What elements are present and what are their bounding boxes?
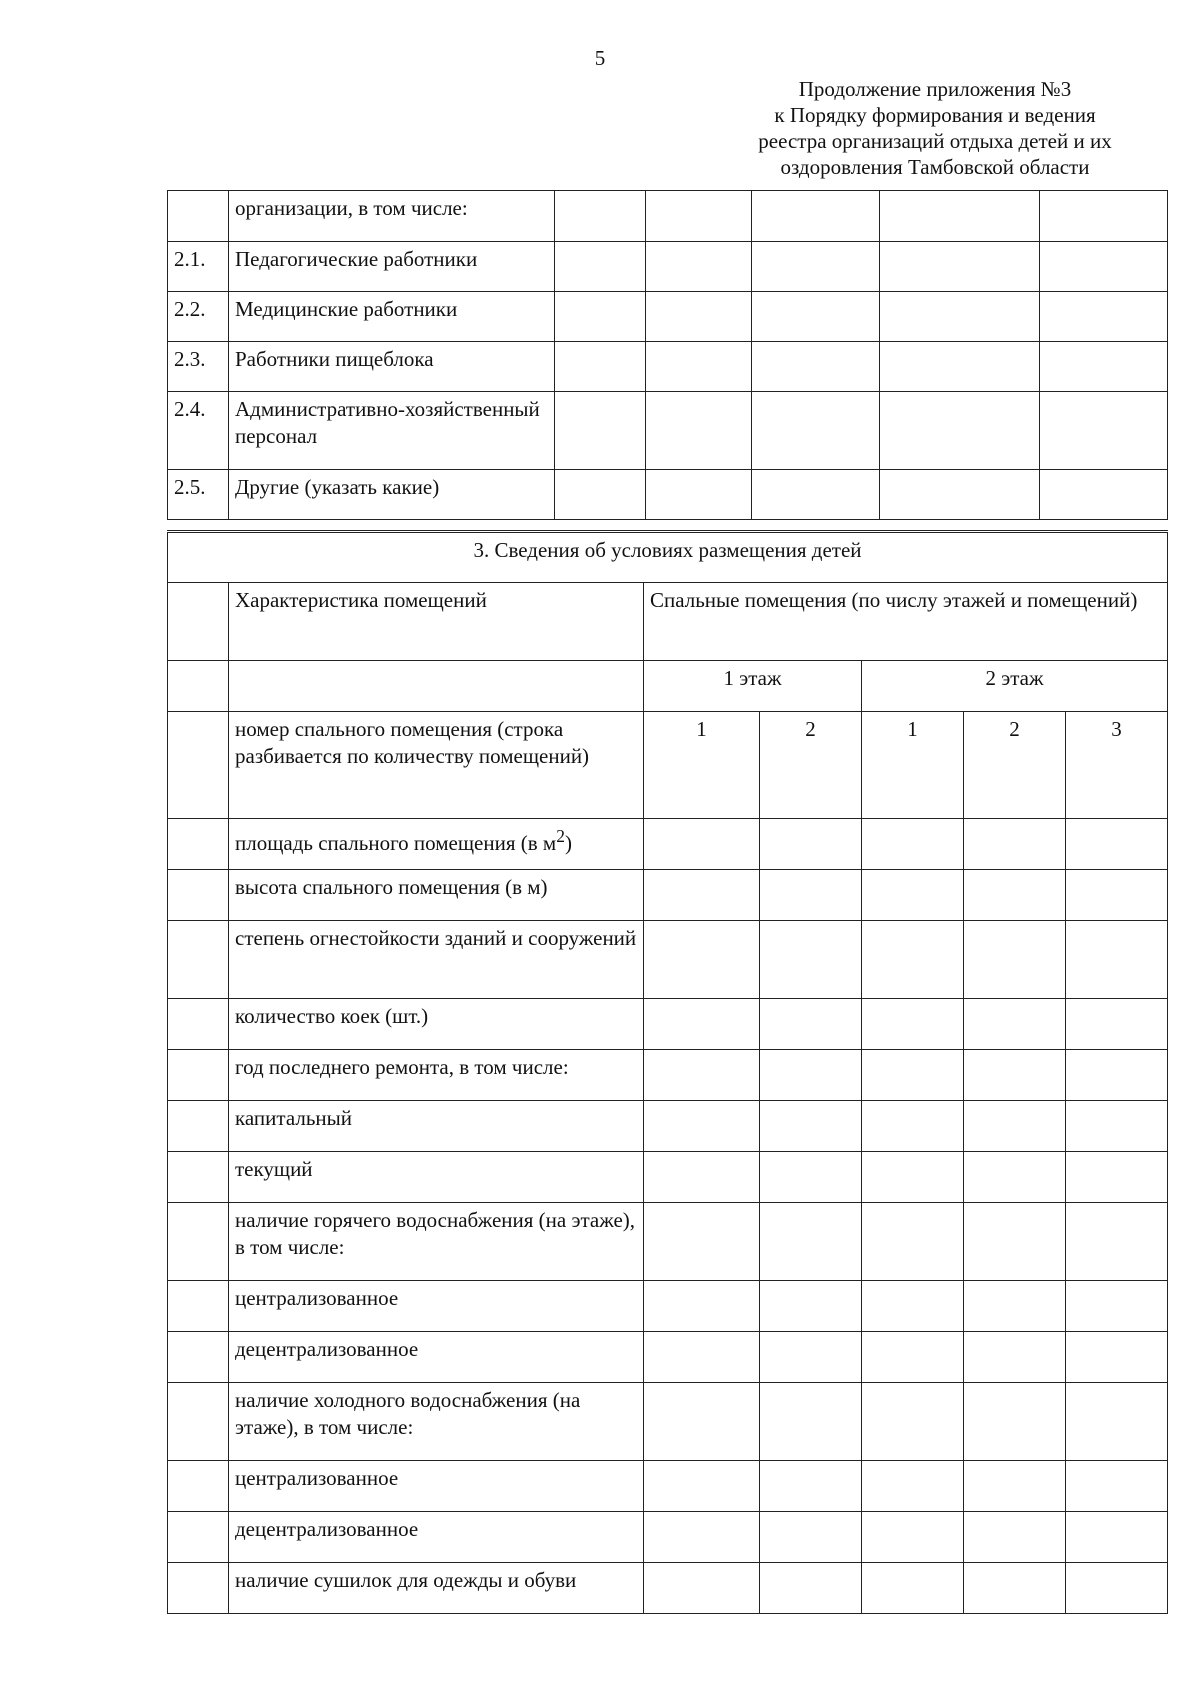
empty-cell [880,292,1040,342]
empty-cell [168,921,229,999]
empty-cell [1066,1383,1168,1461]
row-number: 2.2. [168,292,229,342]
empty-cell [752,392,880,470]
row-label: Педагогические работники [229,242,555,292]
empty-cell [168,1512,229,1563]
table-row [168,342,1168,392]
empty-cell [752,470,880,520]
empty-cell [964,1101,1066,1152]
empty-cell [646,242,752,292]
empty-cell [1040,191,1168,242]
empty-cell [862,1512,964,1563]
empty-cell [964,870,1066,921]
row-label-area [229,819,644,870]
empty-cell [880,191,1040,242]
empty-cell [760,1383,862,1461]
empty-cell [646,292,752,342]
table-row [168,1332,1168,1383]
empty-cell [1040,292,1168,342]
header-line-4: оздоровления Тамбовской области [780,155,1090,179]
table-row [168,1563,1168,1614]
row-label: наличие сушилок для одежды и обуви [229,1563,644,1614]
empty-cell [1066,999,1168,1050]
section-title-row [168,532,1168,583]
table-row [168,1203,1168,1281]
empty-cell [168,819,229,870]
empty-cell [646,392,752,470]
empty-cell [1040,342,1168,392]
empty-cell [1066,870,1168,921]
row-number [168,191,229,242]
empty-cell [1066,1152,1168,1203]
empty-cell [1066,819,1168,870]
empty-cell [752,292,880,342]
empty-cell [644,999,760,1050]
empty-cell [760,1512,862,1563]
empty-cell [555,292,646,342]
empty-cell [168,1332,229,1383]
row-label: наличие горячего водоснабжения (на этаже), в том числе: [229,1203,644,1281]
empty-cell [862,819,964,870]
table-row [168,1461,1168,1512]
empty-cell [880,392,1040,470]
empty-cell [644,1461,760,1512]
table-row [168,1281,1168,1332]
empty-cell [964,1152,1066,1203]
empty-cell [646,342,752,392]
empty-cell [644,819,760,870]
room-number: 2 [964,712,1066,819]
empty-cell [880,242,1040,292]
empty-cell [760,1050,862,1101]
empty-cell [644,1203,760,1281]
empty-cell [1066,1101,1168,1152]
empty-cell [1066,1203,1168,1281]
empty-cell [555,342,646,392]
row-label: степень огнестойкости зданий и сооружений [229,921,644,999]
empty-cell [1066,1050,1168,1101]
empty-cell [752,242,880,292]
column-header-sleeping-rooms: Спальные помещения (по числу этажей и помещений) [644,583,1168,661]
table-row [168,819,1168,870]
floor-2-header: 2 этаж [862,661,1168,712]
empty-cell [168,870,229,921]
empty-cell [168,1461,229,1512]
empty-cell [168,1383,229,1461]
row-label: Работники пищеблока [229,342,555,392]
row-label: децентрализованное [229,1512,644,1563]
empty-cell [644,1512,760,1563]
header-line-1: Продолжение приложения №3 [798,77,1072,101]
row-label: Другие (указать какие) [229,470,555,520]
empty-cell [644,1383,760,1461]
empty-cell [168,1281,229,1332]
empty-cell [644,870,760,921]
empty-cell [229,661,644,712]
empty-cell [1066,1512,1168,1563]
empty-cell [862,1152,964,1203]
row-label: текущий [229,1152,644,1203]
empty-cell [644,1563,760,1614]
empty-cell [168,661,229,712]
empty-cell [760,1461,862,1512]
empty-cell [760,1152,862,1203]
floor-1-header: 1 этаж [644,661,862,712]
empty-cell [760,921,862,999]
empty-cell [168,1050,229,1101]
empty-cell [644,1101,760,1152]
empty-cell [168,1152,229,1203]
row-label: количество коек (шт.) [229,999,644,1050]
table-row [168,1050,1168,1101]
empty-cell [760,1281,862,1332]
empty-cell [168,1203,229,1281]
section-title: 3. Сведения об условиях размещения детей [168,532,1168,583]
empty-cell [644,1050,760,1101]
header-line-3: реестра организаций отдыха детей и их [758,129,1112,153]
empty-cell [862,921,964,999]
empty-cell [760,870,862,921]
empty-cell [964,1203,1066,1281]
empty-cell [1066,1281,1168,1332]
empty-cell [964,819,1066,870]
row-number: 2.5. [168,470,229,520]
room-number-row [168,712,1168,819]
room-number: 2 [760,712,862,819]
room-number: 1 [644,712,760,819]
empty-cell [752,342,880,392]
staff-table [167,190,1168,520]
row-label: организации, в том числе: [229,191,555,242]
area-superscript: 2 [556,826,565,846]
empty-cell [646,470,752,520]
empty-cell [862,1383,964,1461]
row-label: высота спального помещения (в м) [229,870,644,921]
empty-cell [168,712,229,819]
room-number: 3 [1066,712,1168,819]
empty-cell [862,1050,964,1101]
empty-cell [964,1461,1066,1512]
table-row [168,1383,1168,1461]
row-label: капитальный [229,1101,644,1152]
empty-cell [644,1281,760,1332]
row-label: централизованное [229,1461,644,1512]
empty-cell [964,1332,1066,1383]
empty-cell [880,470,1040,520]
table-header-row [168,583,1168,661]
floor-header-row [168,661,1168,712]
empty-cell [168,1563,229,1614]
area-label: площадь спального помещения (в м [235,831,557,855]
row-number: 2.3. [168,342,229,392]
page-number: 5 [594,46,606,70]
header-line-2: к Порядку формирования и ведения [774,103,1096,127]
row-number: 2.1. [168,242,229,292]
empty-cell [760,1101,862,1152]
table-row [168,870,1168,921]
row-number: 2.4. [168,392,229,470]
table-row [168,999,1168,1050]
empty-cell [555,191,646,242]
empty-cell [168,999,229,1050]
empty-cell [862,1563,964,1614]
room-number: 1 [862,712,964,819]
empty-cell [555,242,646,292]
empty-cell [862,1101,964,1152]
empty-cell [1066,1563,1168,1614]
empty-cell [760,999,862,1050]
empty-cell [644,921,760,999]
row-label: номер спального помещения (строка разбивается по количеству помещений) [229,712,644,819]
empty-cell [964,1383,1066,1461]
empty-cell [760,1332,862,1383]
area-close: ) [564,831,572,855]
empty-cell [555,470,646,520]
empty-cell [168,1101,229,1152]
row-label: год последнего ремонта, в том числе: [229,1050,644,1101]
row-label: Медицинские работники [229,292,555,342]
empty-cell [1040,392,1168,470]
empty-cell [1040,470,1168,520]
empty-cell [760,1203,862,1281]
empty-cell [964,999,1066,1050]
empty-cell [752,191,880,242]
table-row [168,191,1168,242]
empty-cell [862,1461,964,1512]
table-row [168,921,1168,999]
empty-cell [646,191,752,242]
table-row [168,242,1168,292]
table-row [168,292,1168,342]
appendix-header [700,76,1170,180]
table-row [168,470,1168,520]
empty-cell [964,1281,1066,1332]
empty-cell [1066,1461,1168,1512]
row-label: централизованное [229,1281,644,1332]
empty-cell [862,1332,964,1383]
empty-cell [760,819,862,870]
row-label: децентрализованное [229,1332,644,1383]
column-header-characteristic: Характеристика помещений [229,583,644,661]
empty-cell [644,1152,760,1203]
rooms-table [167,530,1168,1614]
table-row [168,1152,1168,1203]
row-label: Административно-хозяйственный персонал [229,392,555,470]
table-row [168,392,1168,470]
empty-cell [862,1281,964,1332]
empty-cell [964,1563,1066,1614]
empty-cell [862,870,964,921]
empty-cell [644,1332,760,1383]
empty-cell [1066,921,1168,999]
empty-cell [964,1050,1066,1101]
empty-cell [1040,242,1168,292]
empty-cell [1066,1332,1168,1383]
row-label: наличие холодного водоснабжения (на этаже), в том числе: [229,1383,644,1461]
table-row [168,1512,1168,1563]
empty-cell [964,1512,1066,1563]
empty-cell [862,999,964,1050]
empty-cell [760,1563,862,1614]
empty-cell [964,921,1066,999]
empty-cell [862,1203,964,1281]
empty-cell [555,392,646,470]
table-row [168,1101,1168,1152]
empty-cell [168,583,229,661]
empty-cell [880,342,1040,392]
